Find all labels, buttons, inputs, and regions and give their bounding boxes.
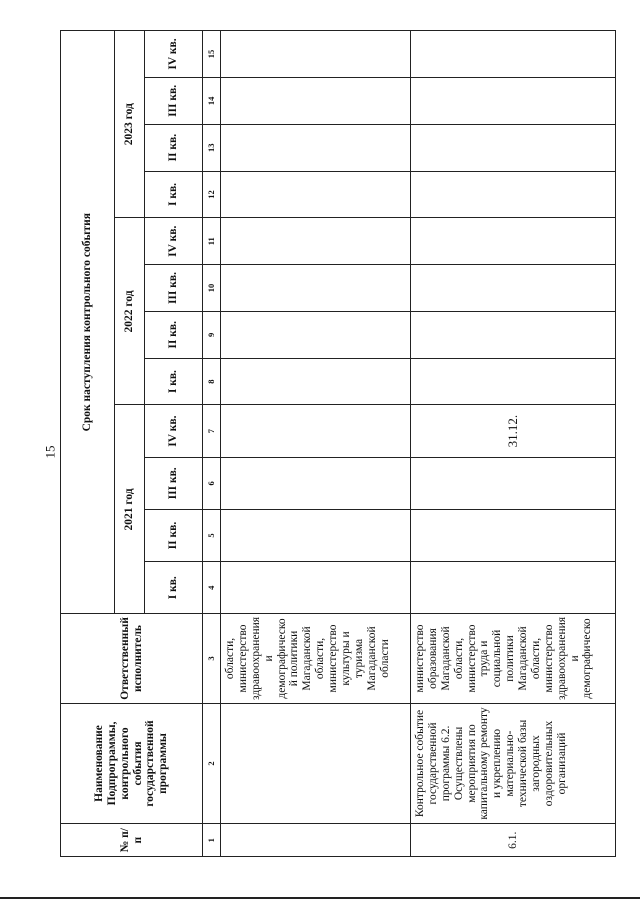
quarter-cell (221, 218, 411, 265)
header-year-2022: 2022 год (115, 218, 145, 405)
table-row (411, 31, 616, 857)
quarter-cell (411, 124, 616, 171)
quarter-cell (411, 171, 616, 218)
column-number: 2 (203, 703, 221, 824)
quarter-cell (221, 78, 411, 125)
header-quarter: I кв. (145, 562, 203, 614)
deadline-cell: 31.12. (411, 405, 616, 457)
header-quarter: II кв. (145, 311, 203, 358)
column-number: 12 (203, 171, 221, 218)
column-number: 1 (203, 824, 221, 857)
quarter-cell (221, 171, 411, 218)
quarter-cell (411, 562, 616, 614)
header-year-2021: 2021 год (115, 405, 145, 614)
column-number: 9 (203, 311, 221, 358)
header-quarter: IV кв. (145, 31, 203, 78)
quarter-cell (221, 405, 411, 457)
page-number: 15 (42, 445, 57, 459)
column-number: 5 (203, 509, 221, 561)
table-row (221, 31, 411, 857)
quarter-cell (221, 358, 411, 405)
column-number: 10 (203, 265, 221, 312)
quarter-cell (221, 31, 411, 78)
header-quarter: I кв. (145, 171, 203, 218)
quarter-cell (411, 265, 616, 312)
header-deadline-group: Срок наступления контрольного события (61, 31, 115, 614)
column-number: 11 (203, 218, 221, 265)
column-number: 8 (203, 358, 221, 405)
column-number: 4 (203, 562, 221, 614)
header-quarter: III кв. (145, 457, 203, 509)
column-number: 15 (203, 31, 221, 78)
row-executor: министерство образования Магаданской области, министерство труда и социальной политики Магаданской области, министерство здравоохранения и демографическо (411, 614, 616, 703)
header-name: Наименование Подпрограммы, контрольного события государственной программы (61, 703, 203, 824)
header-quarter: II кв. (145, 509, 203, 561)
header-executor: Ответственный исполнитель (61, 614, 203, 703)
column-number: 3 (203, 614, 221, 703)
quarter-cell (221, 124, 411, 171)
control-events-table (60, 30, 615, 857)
quarter-cell (411, 509, 616, 561)
column-number: 14 (203, 78, 221, 125)
quarter-cell (411, 358, 616, 405)
header-quarter: IV кв. (145, 405, 203, 457)
quarter-cell (221, 265, 411, 312)
row-name: Контрольное событие государственной программы 6.2. Осуществлены мероприятия по капитальному ремонту и укреплению материально-технической базы загородных оздоровительных организаций (411, 703, 616, 824)
row-num: 6.1. (411, 824, 616, 857)
quarter-cell (221, 457, 411, 509)
column-number: 6 (203, 457, 221, 509)
quarter-cell (221, 562, 411, 614)
quarter-cell (221, 311, 411, 358)
quarter-cell (411, 78, 616, 125)
header-quarter: I кв. (145, 358, 203, 405)
column-number: 13 (203, 124, 221, 171)
row-num (221, 824, 411, 857)
quarter-cell (221, 509, 411, 561)
header-quarter: II кв. (145, 124, 203, 171)
row-executor: области, министерство здравоохранения и демографическо й политики Магаданской области, министерство культуры и туризма Магаданской области (221, 614, 411, 703)
header-quarter: III кв. (145, 78, 203, 125)
quarter-cell (411, 311, 616, 358)
row-name (221, 703, 411, 824)
quarter-cell (411, 457, 616, 509)
column-number: 7 (203, 405, 221, 457)
bottom-rule (0, 897, 640, 899)
quarter-cell (411, 31, 616, 78)
header-quarter: III кв. (145, 265, 203, 312)
quarter-cell (411, 218, 616, 265)
header-year-2023: 2023 год (115, 31, 145, 218)
header-quarter: IV кв. (145, 218, 203, 265)
header-num: № п/п (61, 824, 203, 857)
